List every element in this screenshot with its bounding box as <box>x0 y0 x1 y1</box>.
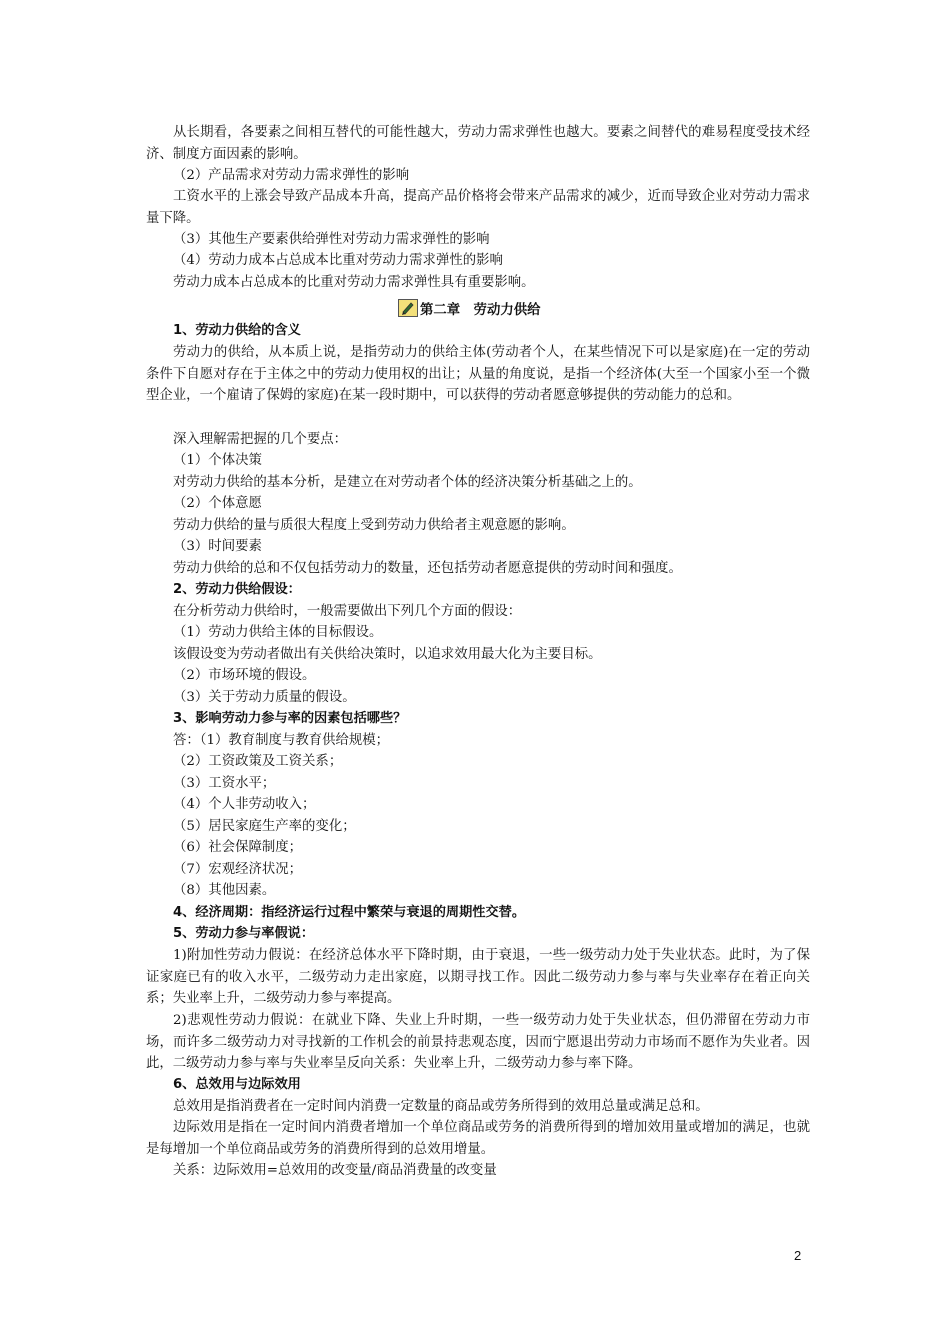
paragraph: 2)悲观性劳动力假说：在就业下降、失业上升时期，一些一级劳动力处于失业状态，但仍滞留在劳动力市场，而许多二级劳动力对寻找新的工作机会的前景持悲观态度，因而宁愿退出劳动力市场而不愿作为失业者。因此，二级劳动力参与率与失业率呈反向关系：失业率上升，二级劳动力参与率下降。 <box>146 1013 810 1071</box>
chapter-title <box>398 298 541 318</box>
paragraph: 关系：边际效用=总效用的改变量/商品消费量的改变量 <box>173 1163 497 1178</box>
paragraph: 边际效用是指在一定时间内消费者增加一个单位商品或劳务的消费所得到的增加效用量或增加的满足，也就是每增加一个单位商品或劳务的消费所得到的总效用增量。 <box>146 1120 810 1157</box>
list-item: （8）其他因素。 <box>173 883 276 898</box>
section-heading: 3、影响劳动力参与率的因素包括哪些？ <box>173 711 407 726</box>
paragraph: 工资水平的上涨会导致产品成本升高，提高产品价格将会带来产品需求的减少，近而导致企业对劳动力需求量下降。 <box>146 189 810 226</box>
list-item: （5）居民家庭生产率的变化； <box>173 819 356 834</box>
paragraph: 该假设变为劳动者做出有关供给决策时，以追求效用最大化为主要目标。 <box>173 647 602 662</box>
list-item: （3）关于劳动力质量的假设。 <box>173 690 356 705</box>
list-item: （1）个体决策 <box>173 453 262 468</box>
list-item: （2）市场环境的假设。 <box>173 668 316 683</box>
paragraph: 1)附加性劳动力假说：在经济总体水平下降时期，由于衰退，一些一级劳动力处于失业状态。此时，为了保证家庭已有的收入水平，二级劳动力走出家庭，以期寻找工作。因此二级劳动力参与率与失业率存在着正向关系；失业率上升，二级劳动力参与率提高。 <box>146 948 810 1006</box>
paragraph: 劳动力成本占总成本的比重对劳动力需求弹性具有重要影响。 <box>173 275 535 290</box>
list-item: （4）个人非劳动收入； <box>173 797 316 812</box>
paragraph: 对劳动力供给的基本分析，是建立在对劳动者个体的经济决策分析基础之上的。 <box>173 475 642 490</box>
list-item: （2）个体意愿 <box>173 496 262 511</box>
section-heading: 4、经济周期：指经济运行过程中繁荣与衰退的周期性交替。 <box>173 905 526 920</box>
list-item: 答：（1）教育制度与教育供给规模； <box>173 733 390 748</box>
paragraph: 劳动力的供给，从本质上说，是指劳动力的供给主体(劳动者个人，在某些情况下可以是家庭)在一定的劳动条件下自愿对存在于主体之中的劳动力使用权的出让；从量的角度说，是指一个经济体(大至一个国家小至一个微型企业，一个雇请了保姆的家庭)在某一段时期中，可以获得的劳动者愿意够提供的劳动能力的总和。 <box>146 345 810 403</box>
paragraph: 劳动力供给的量与质很大程度上受到劳动力供给者主观意愿的影响。 <box>173 518 575 533</box>
subheading: （3）其他生产要素供给弹性对劳动力需求弹性的影响 <box>173 232 490 247</box>
paragraph: 劳动力供给的总和不仅包括劳动力的数量，还包括劳动者愿意提供的劳动时间和强度。 <box>173 561 682 576</box>
page-number: 2 <box>794 1248 802 1263</box>
paragraph: 总效用是指消费者在一定时间内消费一定数量的商品或劳务所得到的效用总量或满足总和。 <box>173 1099 709 1114</box>
section-heading: 5、劳动力参与率假说： <box>173 926 315 941</box>
pencil-note-icon <box>398 299 418 317</box>
paragraph: 从长期看，各要素之间相互替代的可能性越大，劳动力需求弹性也越大。要素之间替代的难易程度受技术经济、制度方面因素的影响。 <box>146 125 810 162</box>
list-item: （3）时间要素 <box>173 539 262 554</box>
section-heading: 6、总效用与边际效用 <box>173 1077 301 1092</box>
section-heading: 2、劳动力供给假设： <box>173 582 301 597</box>
chapter-title-text: 第二章 劳动力供给 <box>420 302 541 318</box>
list-item: （3）工资水平； <box>173 776 276 791</box>
list-item: （2）工资政策及工资关系； <box>173 754 343 769</box>
paragraph: 深入理解需把握的几个要点： <box>173 432 348 447</box>
list-item: （1）劳动力供给主体的目标假设。 <box>173 625 383 640</box>
subheading: （2）产品需求对劳动力需求弹性的影响 <box>173 168 410 183</box>
subheading: （4）劳动力成本占总成本比重对劳动力需求弹性的影响 <box>173 253 503 268</box>
list-item: （6）社会保障制度； <box>173 840 303 855</box>
paragraph: 在分析劳动力供给时，一般需要做出下列几个方面的假设： <box>173 604 522 619</box>
section-heading: 1、劳动力供给的含义 <box>173 323 301 338</box>
list-item: （7）宏观经济状况； <box>173 862 303 877</box>
